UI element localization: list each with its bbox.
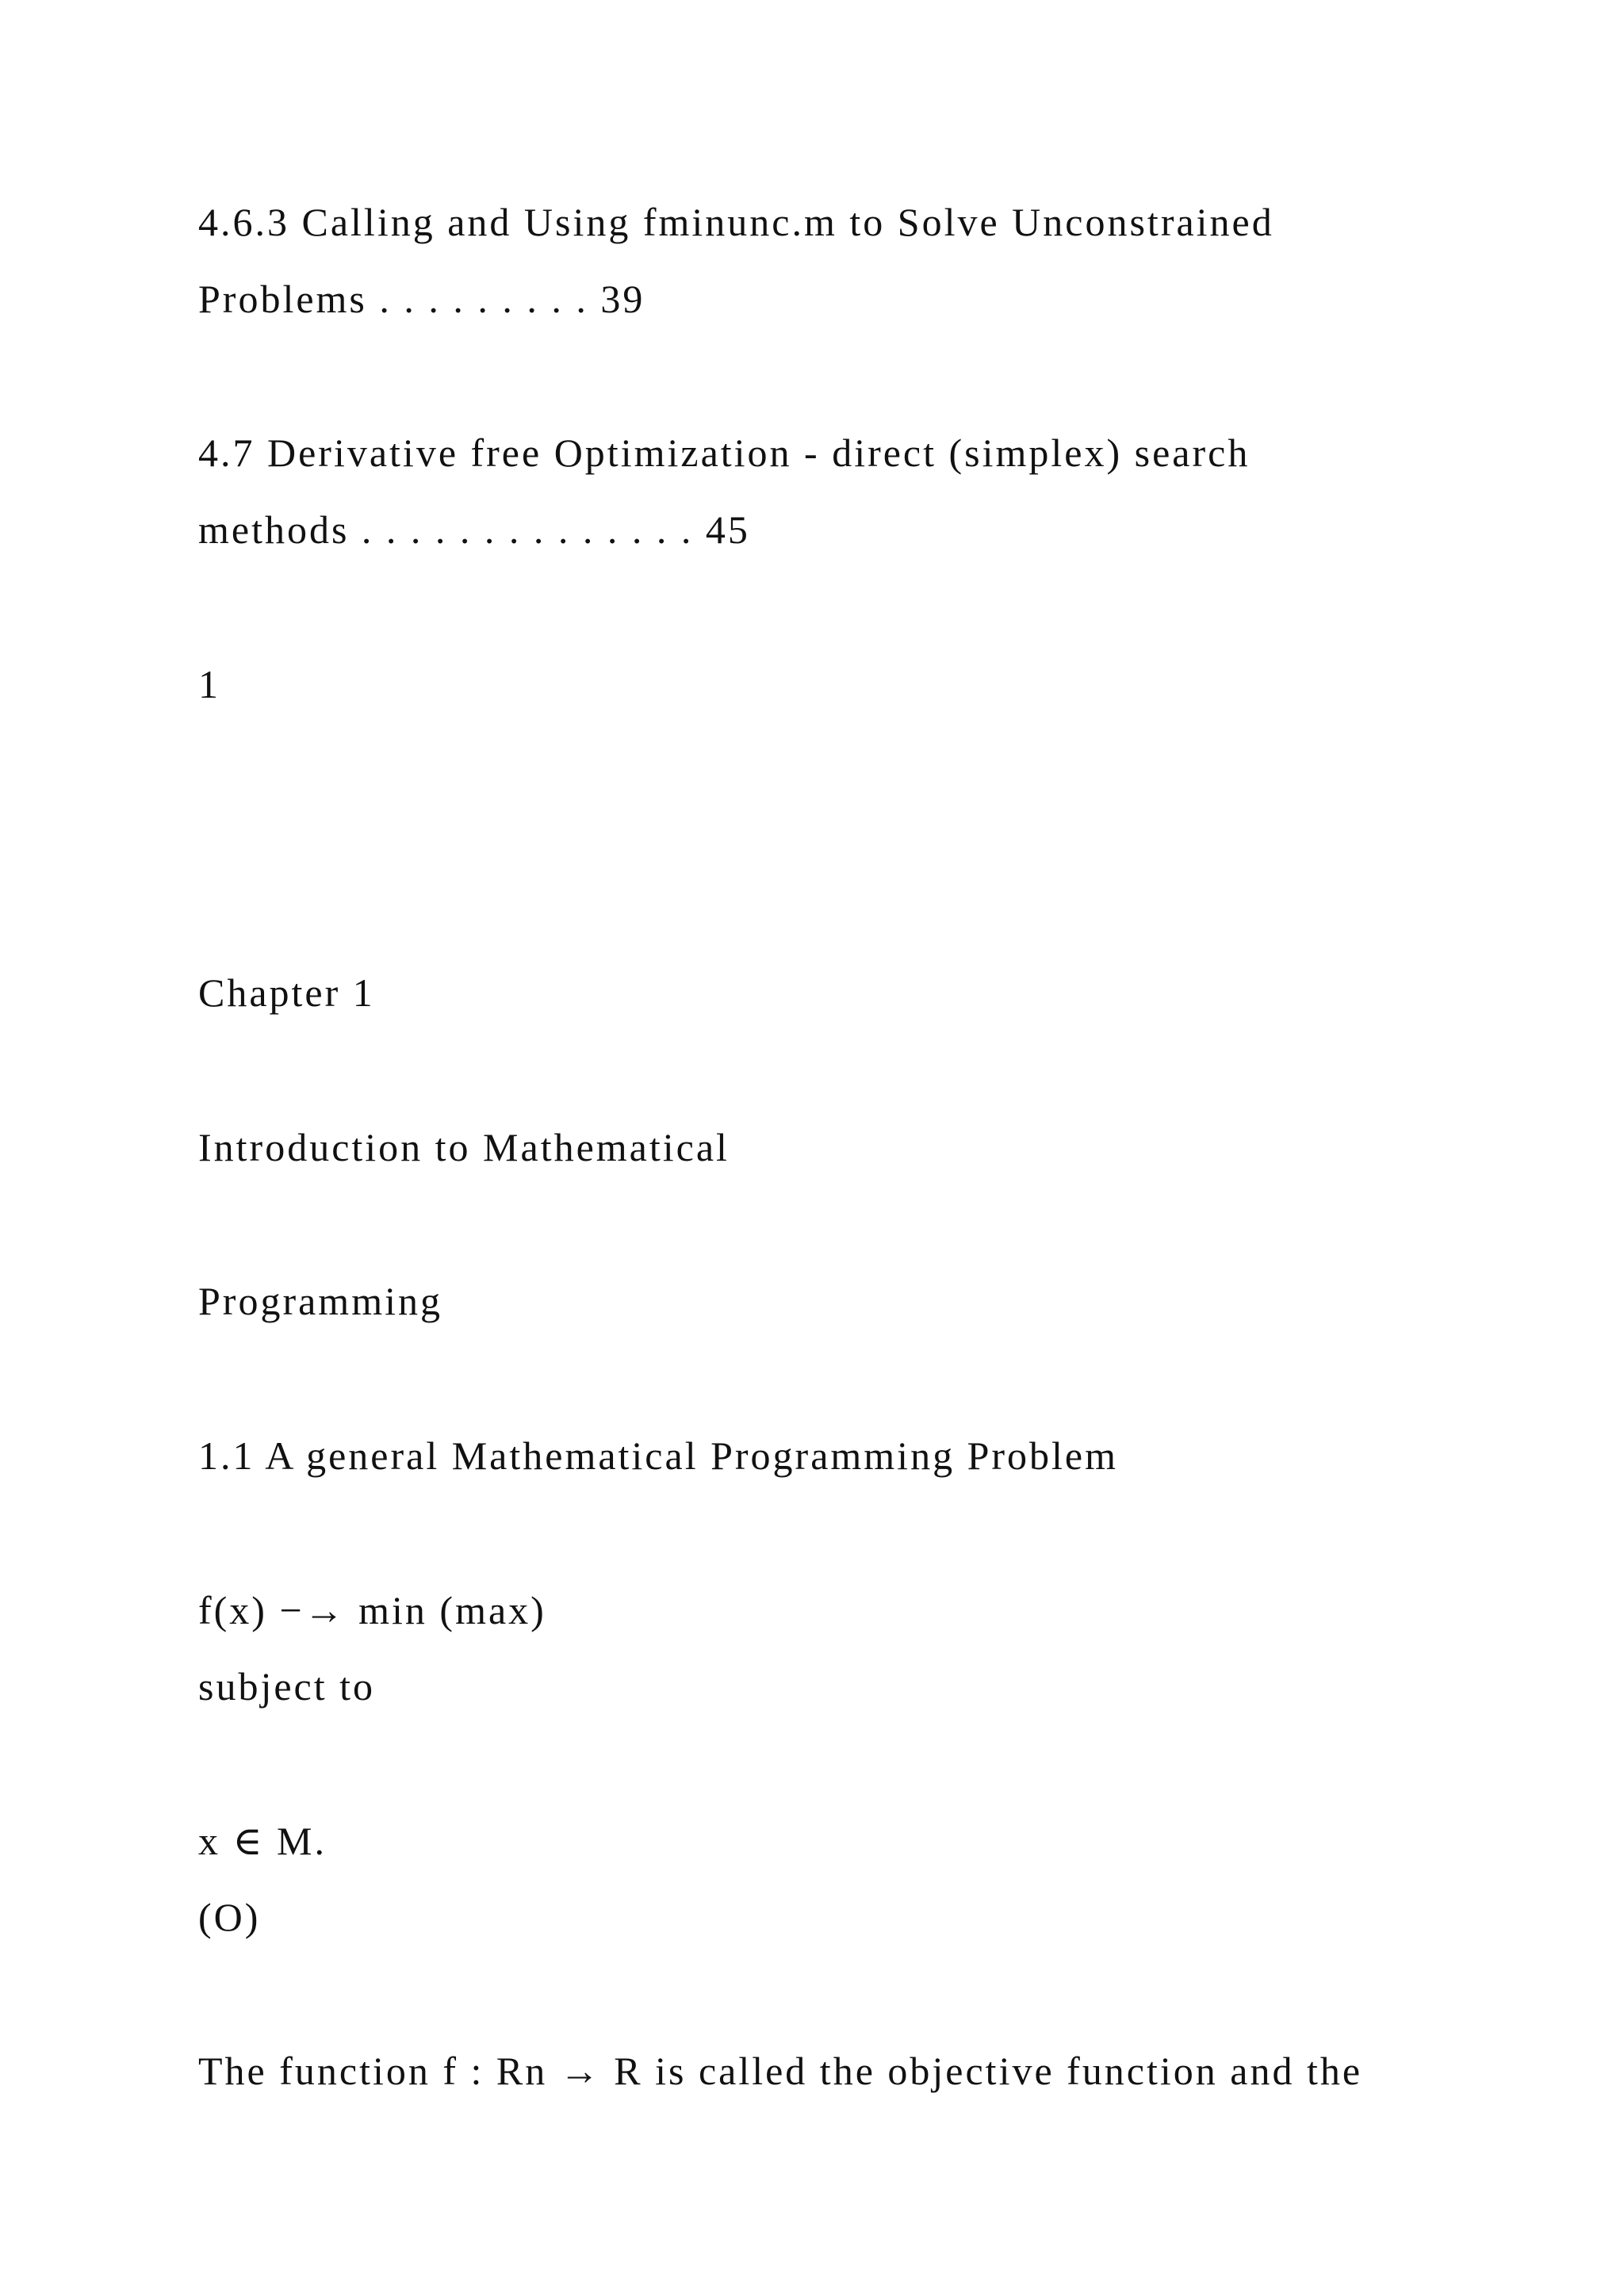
chapter-title-line1: Introduction to Mathematical bbox=[198, 1125, 730, 1169]
problem-label: (O) bbox=[198, 1895, 261, 1939]
constraint-expression: x ∈ M. bbox=[198, 1819, 327, 1863]
section-heading: 1.1 A general Mathematical Programming Problem bbox=[198, 1433, 1118, 1478]
chapter-label: Chapter 1 bbox=[198, 970, 375, 1015]
objective-expression: f(x) −→ min (max) bbox=[198, 1588, 546, 1632]
toc-entry-4-7-line2: methods . . . . . . . . . . . . . . 45 bbox=[198, 507, 750, 552]
page-number: 1 bbox=[198, 662, 220, 706]
body-paragraph-start: The function f : Rn → R is called the objective function and the bbox=[198, 2049, 1363, 2093]
toc-entry-4-6-3-line2: Problems . . . . . . . . . 39 bbox=[198, 277, 645, 321]
chapter-title-line2: Programming bbox=[198, 1279, 442, 1323]
toc-entry-4-6-3-line1: 4.6.3 Calling and Using fminunc.m to Solve Unconstrained bbox=[198, 200, 1274, 244]
toc-entry-4-7-line1: 4.7 Derivative free Optimization - direct (simplex) search bbox=[198, 430, 1251, 475]
subject-to-text: subject to bbox=[198, 1664, 376, 1709]
